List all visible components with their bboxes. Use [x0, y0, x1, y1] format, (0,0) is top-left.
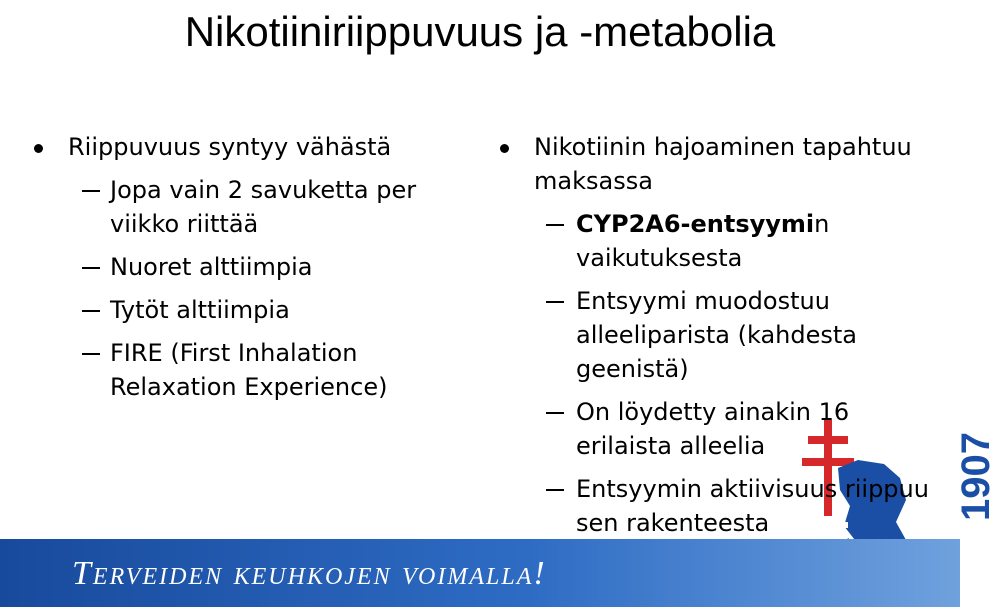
- right-bullet: [500, 130, 940, 198]
- right-bullet-text: Nikotiinin hajoaminen tapahtuu maksassa: [534, 133, 912, 195]
- enzyme-name: CYP2A6-entsyymi: [576, 210, 815, 238]
- left-sub-4-text: FIRE (First Inhalation Relaxation Experience): [110, 339, 388, 401]
- dash-icon: [546, 489, 564, 491]
- footer-slogan: Terveiden keuhkojen voimalla!: [72, 555, 547, 592]
- dash-icon: [546, 412, 564, 414]
- dash-icon: [82, 353, 100, 355]
- right-sub-1: [500, 207, 940, 275]
- left-sub-2-text: Nuoret alttiimpia: [110, 253, 313, 281]
- left-sub-3: [34, 293, 474, 327]
- left-sub-2: [34, 250, 474, 284]
- bullet-dot-icon: [500, 144, 509, 153]
- dash-icon: [82, 190, 100, 192]
- dash-icon: [82, 310, 100, 312]
- dash-icon: [546, 224, 564, 226]
- left-sub-1: [34, 173, 474, 241]
- footer-banner: [0, 539, 960, 607]
- left-bullet: [34, 130, 474, 164]
- right-sub-4-text: Entsyymin aktiivisuus riippuu sen rakenteesta: [576, 475, 929, 537]
- right-sub-2: [500, 284, 940, 386]
- left-sub-1-text: Jopa vain 2 savuketta per viikko riittää: [110, 176, 417, 238]
- right-sub-3: [500, 395, 940, 463]
- right-column: [500, 130, 940, 540]
- bullet-dot-icon: [34, 144, 43, 153]
- dash-icon: [82, 267, 100, 269]
- left-bullet-text: Riippuvuus syntyy vähästä: [68, 133, 392, 161]
- right-sub-3-text: On löydetty ainakin 16 erilaista alleelia: [576, 398, 850, 460]
- right-sub-1-rest: n vaikutuksesta: [576, 210, 830, 272]
- dash-icon: [546, 301, 564, 303]
- logo-year: 1907: [954, 432, 998, 521]
- right-sub-2-text: Entsyymi muodostuu alleeliparista (kahdesta geenistä): [576, 287, 858, 383]
- left-sub-4: [34, 336, 474, 404]
- right-sub-4: [500, 472, 940, 540]
- slide-title: Nikotiiniriippuvuus ja -metabolia: [184, 8, 776, 55]
- left-column: [34, 130, 474, 404]
- left-sub-3-text: Tytöt alttiimpia: [110, 296, 290, 324]
